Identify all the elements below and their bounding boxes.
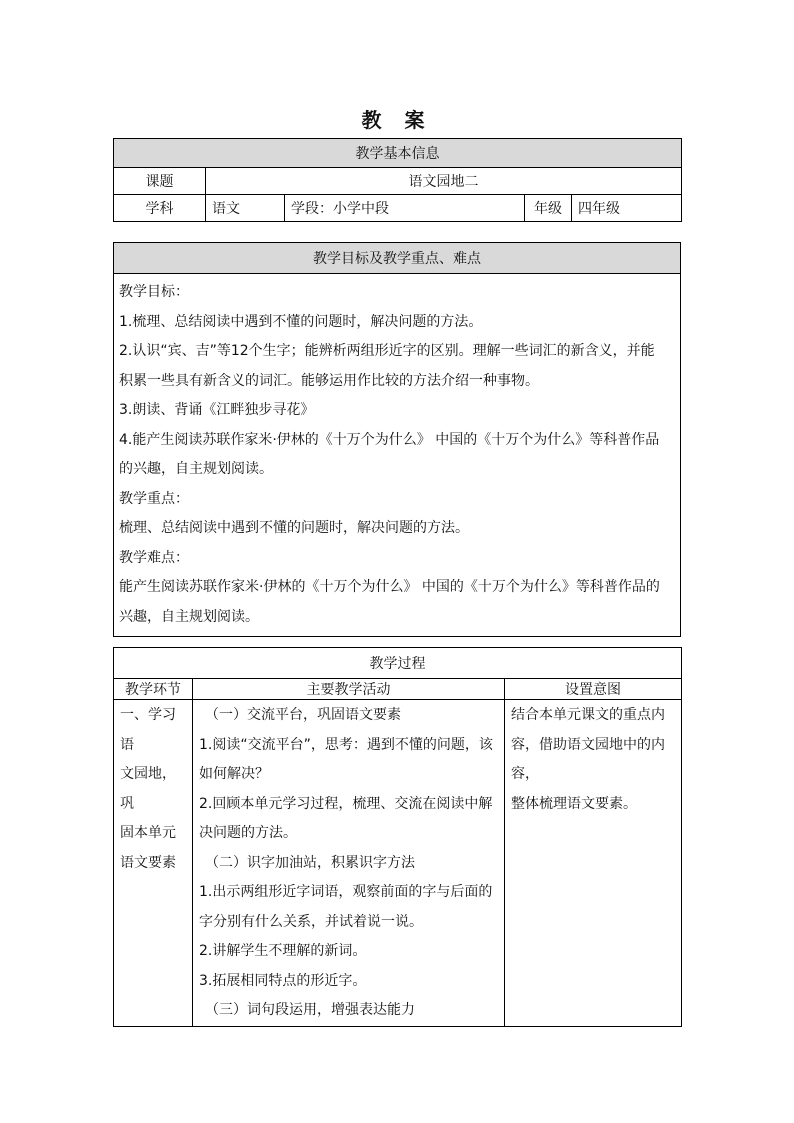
basic-info-header: 教学基本信息 [114, 139, 682, 168]
goals-table [113, 242, 681, 637]
grade-value: 四年级 [572, 195, 682, 222]
activity-section-heading: （一）交流平台，巩固语文要素 [205, 707, 401, 723]
goals-line: 4.能产生阅读苏联作家米·伊林的《十万个为什么》 中国的《十万个为什么》等科普作品 [119, 431, 660, 448]
stage-line: 语文要素 [120, 854, 176, 871]
activity-line: 1.出示两组形近字词语，观察前面的字与后面的 [199, 884, 493, 900]
goals-line: 3.朗读、背诵《江畔独步寻花》 [119, 402, 315, 418]
goals-line: 能产生阅读苏联作家米·伊林的《十万个为什么》 中国的《十万个为什么》等科普作品的 [119, 579, 660, 595]
activity-line: 字分别有什么关系，并试着说一说。 [199, 913, 423, 930]
stage-field: 学段：小学中段 [285, 195, 525, 222]
page-title: 教 案 [361, 108, 433, 132]
topic-label: 课题 [114, 168, 206, 195]
stage-line: 一、学习语 [120, 707, 176, 753]
column-header: 教学环节 [114, 679, 193, 700]
grade-label: 年级 [525, 195, 572, 222]
goals-line: 积累一些具有新含义的词汇。能够运用作比较的方法介绍一种事物。 [119, 372, 539, 389]
process-table [113, 647, 682, 1027]
goals-body [114, 274, 681, 637]
activity-cell [193, 700, 505, 1027]
goals-line: 2.认识“宾、吉”等12个生字；能辨析两组形近字的区别。理解一些词汇的新含义，并能 [119, 343, 655, 359]
intent-line: 整体梳理语文要素。 [511, 795, 637, 812]
intent-line: 容，借助语文园地中的内容， [511, 736, 665, 782]
subject-label: 学科 [114, 195, 206, 222]
process-header: 教学过程 [114, 648, 682, 679]
activity-line: 3.拓展相同特点的形近字。 [199, 972, 367, 989]
activity-line: 2.回顾本单元学习过程，梳理、交流在阅读中解 [199, 795, 493, 812]
activity-section-heading: （三）词句段运用，增强表达能力 [205, 1002, 415, 1018]
column-header: 主要教学活动 [193, 679, 505, 700]
activity-line: 如何解决？ [199, 766, 269, 782]
stage-line: 固本单元 [120, 825, 176, 841]
stage-line: 文园地，巩 [120, 766, 176, 812]
topic-value: 语文园地二 [206, 168, 682, 195]
stage-cell [114, 700, 193, 1027]
goals-line: 教学难点： [119, 549, 189, 566]
goals-line: 兴趣，自主规划阅读。 [119, 608, 259, 625]
basic-info-table [113, 138, 682, 222]
goals-line: 1.梳理、总结阅读中遇到不懂的问题时，解决问题的方法。 [119, 313, 483, 330]
goals-line: 教学目标： [119, 284, 189, 300]
intent-cell [505, 700, 682, 1027]
activity-line: 决问题的方法。 [199, 825, 297, 841]
intent-line: 结合本单元课文的重点内 [511, 707, 665, 723]
goals-line: 的兴趣，自主规划阅读。 [119, 461, 273, 477]
column-header: 设置意图 [505, 679, 682, 700]
goals-line: 教学重点： [119, 490, 189, 507]
activity-line: 2.讲解学生不理解的新词。 [199, 943, 367, 959]
activity-section-heading: （二）识字加油站，积累识字方法 [205, 854, 415, 871]
subject-value: 语文 [206, 195, 285, 222]
goals-header: 教学目标及教学重点、难点 [114, 243, 681, 274]
goals-line: 梳理、总结阅读中遇到不懂的问题时，解决问题的方法。 [119, 520, 469, 536]
activity-line: 1.阅读“交流平台”，思考：遇到不懂的问题，该 [199, 736, 493, 753]
